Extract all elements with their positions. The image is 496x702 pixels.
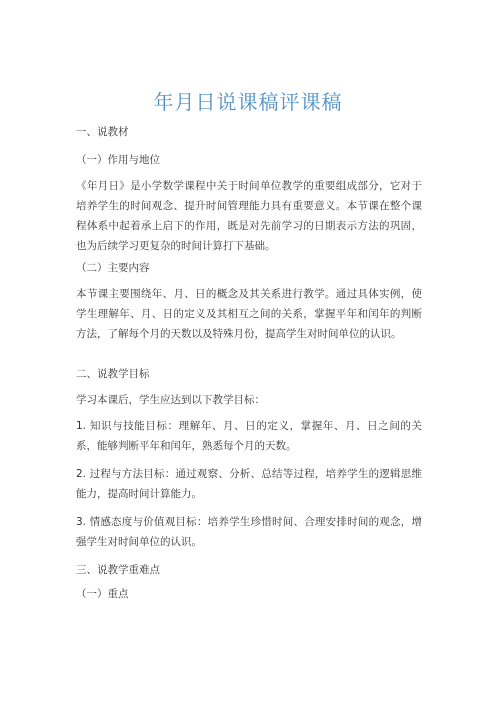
paragraph: 《年月日》是小学数学课程中关于时间单位教学的重要组成部分，它对于培养学生的时间观念、提升时间管理能力具有重要意义。本节课在整个课程体系中起着承上启下的作用，既是对先前学习的日期表示方法的巩固，也为后续学习更复杂的时间计算打下基础。 — [76, 180, 422, 252]
paragraph: 2. 过程与方法目标：通过观察、分析、总结等过程，培养学生的逻辑思维能力，提高时间计算能力。 — [76, 468, 422, 500]
subsection-heading: （二）主要内容 — [76, 262, 150, 274]
paragraph: 本节课主要围绕年、月、日的概念及其关系进行教学。通过具体实例，使学生理解年、月、日的定义及其相互之间的关系，掌握平年和闰年的判断方法，了解每个月的天数以及特殊月份，提高学生对时间单位的认识。 — [76, 288, 422, 340]
section-heading: 一、说教材 — [76, 126, 129, 138]
paragraph: 学习本课后，学生应达到以下教学目标： — [76, 394, 265, 406]
section-heading: 三、说教学重难点 — [76, 564, 160, 576]
section-heading: 二、说教学目标 — [76, 368, 150, 380]
paragraph: 3. 情感态度与价值观目标：培养学生珍惜时间、合理安排时间的观念，增强学生对时间单位的认识。 — [76, 516, 422, 548]
document-title: 年月日说课稿评课稿 — [153, 90, 343, 114]
paragraph: 1. 知识与技能目标：理解年、月、日的定义，掌握年、月、日之间的关系，能够判断平年和闰年，熟悉每个月的天数。 — [76, 420, 422, 452]
subsection-heading: （一）重点 — [76, 588, 129, 600]
subsection-heading: （一）作用与地位 — [76, 154, 160, 166]
